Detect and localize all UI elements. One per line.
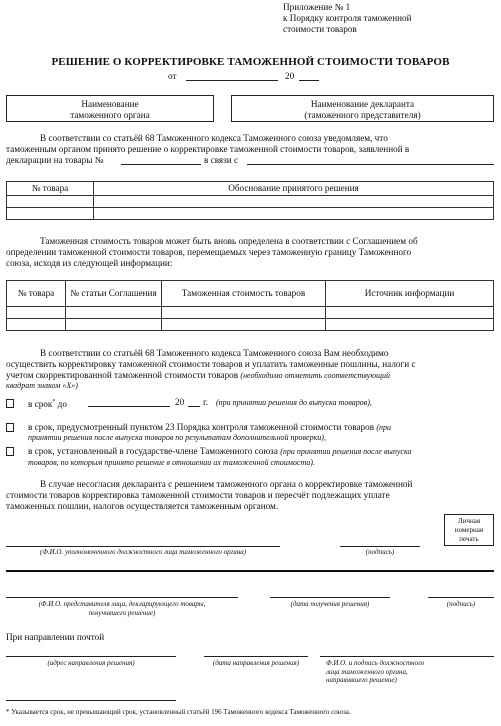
justification-table bbox=[6, 181, 494, 220]
footnote-separator bbox=[6, 700, 176, 701]
representative-caption-2: получившего решение) bbox=[88, 608, 156, 617]
mail-address-field[interactable] bbox=[6, 656, 176, 657]
table-row bbox=[7, 307, 494, 319]
table2-header-article: № статьи Соглашения bbox=[66, 281, 162, 307]
table2-header-value: Таможенная стоимость товаров bbox=[162, 281, 326, 307]
table1-header-item: № товара bbox=[7, 182, 94, 196]
table1-header-reason: Обоснование принятого решения bbox=[94, 182, 494, 196]
option3-line1b: (при принятии решения после выпуска bbox=[280, 447, 412, 456]
representative-caption bbox=[6, 600, 238, 617]
mail-date-field[interactable] bbox=[204, 656, 308, 657]
option3-line1a: в срок, установленный в государстве-члене Таможенного союза bbox=[28, 446, 278, 456]
option1-text-a: в срок bbox=[28, 399, 53, 410]
section-divider bbox=[6, 570, 494, 572]
para3-line3b: (необходимо отметить соответствующий bbox=[240, 371, 391, 380]
representative-caption-1: (Ф.И.О. представителя лица, декларирующего товары, bbox=[38, 600, 206, 608]
option2-line1a: в срок, предусмотренный пунктом 23 Порядка контроля таможенной стоимости товаров bbox=[28, 422, 375, 432]
mail-date-caption: (дата направления решения) bbox=[212, 659, 300, 667]
option2-line1b: (при bbox=[376, 423, 392, 432]
declarant-label-1: Наименование декларанта bbox=[310, 99, 415, 109]
declarant-label-2: (таможенного представителя) bbox=[304, 110, 421, 120]
date-field[interactable] bbox=[186, 80, 278, 81]
para3-line1: В соответствии со статьёй 68 Таможенного кодекса Таможенного союза Вам необходимо bbox=[40, 348, 389, 358]
mail-official-caption-2: лица таможенного органа, bbox=[326, 667, 408, 676]
table-row bbox=[7, 208, 494, 220]
appendix-line2: к Порядку контроля таможенной bbox=[283, 13, 412, 23]
official-signature-field[interactable] bbox=[340, 546, 420, 547]
para2-line3: союза, исходя из следующей информации: bbox=[6, 258, 173, 268]
option1-year-label: 20 bbox=[175, 397, 185, 407]
mail-heading: При направлении почтой bbox=[6, 632, 105, 642]
option1-checkbox[interactable] bbox=[6, 399, 14, 408]
official-signature-caption: (подпись) bbox=[365, 548, 395, 556]
date-year-label: 20 bbox=[285, 71, 295, 81]
customs-value-table bbox=[6, 280, 494, 331]
customs-authority-box bbox=[6, 95, 214, 122]
option2-line1 bbox=[28, 422, 391, 433]
option1-footnote-mark: * bbox=[52, 399, 56, 405]
appendix-line3: стоимости товаров bbox=[283, 24, 357, 34]
representative-name-field[interactable] bbox=[6, 597, 238, 598]
option2-line2: принятии решения после выпуска товаров по результатам дополнительной проверки), bbox=[28, 433, 326, 442]
personal-stamp-box bbox=[444, 514, 494, 546]
reason-field[interactable] bbox=[247, 164, 494, 165]
stamp-label-3: печать bbox=[459, 535, 479, 543]
customs-authority-label-1: Наименование bbox=[81, 99, 139, 109]
option1-text bbox=[28, 397, 67, 410]
para1-line3b: в связи с bbox=[204, 155, 239, 165]
official-name-caption: (Ф.И.О. уполномоченного должностного лица таможенного органа) bbox=[39, 548, 247, 556]
declaration-number-field[interactable] bbox=[121, 164, 201, 165]
para2-line1: Таможенная стоимость товаров может быть вновь определена в соответствии с Соглашением об bbox=[40, 236, 418, 246]
para4-line1: В случае несогласия декларанта с решением таможенного органа о корректировке таможенной bbox=[40, 479, 413, 489]
representative-signature-field[interactable] bbox=[428, 597, 494, 598]
option3-line2: товаров, по которым принято решение в отношении их таможенной стоимости). bbox=[28, 458, 315, 467]
table2-header-source: Источник информации bbox=[326, 281, 494, 307]
para3-line3a: учетом скорректированной таможенной стоимости товаров bbox=[6, 370, 239, 380]
para2-line2: определении таможенной стоимости товаров, перемещаемых через таможенную границу Таможенного bbox=[6, 247, 412, 257]
para1-line3a: декларации на товары № bbox=[6, 155, 104, 165]
mail-official-field[interactable] bbox=[320, 656, 494, 657]
para1-line2: таможенным органом принято решение о корректировке таможенной стоимости товаров, заявленной в bbox=[6, 144, 410, 154]
mail-official-caption-1: Ф.И.О. и подпись должностного bbox=[326, 659, 425, 667]
para3-line3 bbox=[6, 370, 390, 381]
mail-official-caption bbox=[326, 659, 494, 685]
stamp-label-1: Личная bbox=[457, 517, 481, 525]
option1-date-field[interactable] bbox=[88, 406, 170, 407]
footnote: * Указывается срок, не превышающий срок, установленный статьёй 196 Таможенного кодекса Таможенного союза. bbox=[6, 708, 351, 716]
customs-authority-label-2: таможенного органа bbox=[70, 110, 150, 120]
paragraph-3 bbox=[6, 348, 494, 370]
option1-note: (при принятии решения до выпуска товаров), bbox=[216, 398, 372, 407]
option1-year-field[interactable] bbox=[188, 406, 200, 407]
table-row bbox=[7, 319, 494, 331]
declarant-box bbox=[231, 95, 494, 122]
option2-checkbox[interactable] bbox=[6, 423, 14, 432]
document-title: РЕШЕНИЕ О КОРРЕКТИРОВКЕ ТАМОЖЕННОЙ СТОИМОСТИ ТОВАРОВ bbox=[51, 56, 450, 68]
para3-line4: квадрат знаком «Х») bbox=[6, 381, 78, 390]
mail-address-caption: (адрес направления решения) bbox=[47, 659, 135, 667]
appendix-header bbox=[283, 2, 412, 35]
receipt-date-caption: (дата получения решения) bbox=[290, 600, 370, 608]
para4-line2: стоимости товаров корректировка таможенной стоимости товаров и пересчёт подлежащих уплате bbox=[6, 490, 390, 500]
table-row bbox=[7, 196, 494, 208]
option3-checkbox[interactable] bbox=[6, 447, 14, 456]
paragraph-4 bbox=[6, 479, 494, 512]
receipt-date-field[interactable] bbox=[270, 597, 390, 598]
representative-signature-caption: (подпись) bbox=[446, 600, 476, 608]
table2-header-item: № товара bbox=[7, 281, 66, 307]
official-name-field[interactable] bbox=[6, 546, 280, 547]
paragraph-1 bbox=[6, 133, 494, 155]
option1-text-b: до bbox=[57, 399, 67, 410]
para4-line3: таможенных пошлин, налогов осуществляется таможенным органом. bbox=[6, 501, 279, 511]
option3-line1 bbox=[28, 446, 411, 457]
option1-year-suffix: г. bbox=[203, 397, 209, 407]
para3-line2: осуществить корректировку таможенной стоимости товаров и уплатить таможенные пошлины, налоги с bbox=[6, 359, 416, 369]
mail-official-caption-3: направившего решение) bbox=[326, 676, 397, 684]
year-field[interactable] bbox=[299, 80, 319, 81]
paragraph-2 bbox=[6, 236, 494, 269]
date-from-label: от bbox=[168, 71, 177, 81]
appendix-number: Приложение № 1 bbox=[283, 2, 351, 12]
para1-line1: В соответствии со статьёй 68 Таможенного кодекса Таможенного союза уведомляем, что bbox=[40, 133, 388, 143]
stamp-label-2: номерная bbox=[454, 526, 484, 534]
